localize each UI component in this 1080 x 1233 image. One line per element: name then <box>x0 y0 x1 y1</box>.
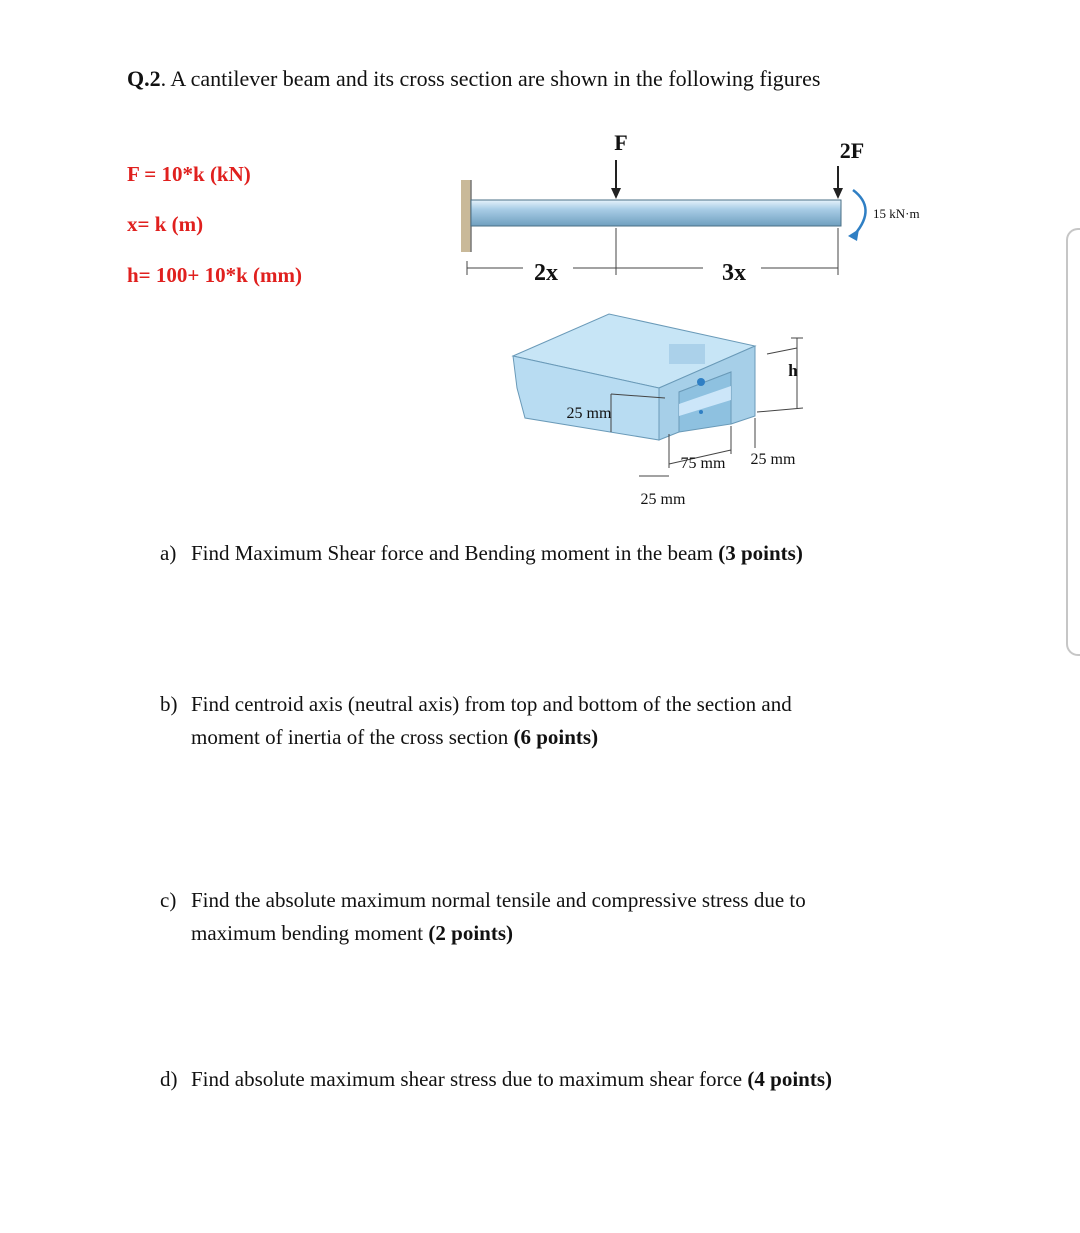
moment-arrow <box>853 190 866 234</box>
part-a-points: (3 points) <box>718 541 803 565</box>
part-b-points: (6 points) <box>513 725 599 749</box>
question-title <box>127 66 820 92</box>
question-text: . A cantilever beam and its cross section are shown in the following figures <box>160 66 821 91</box>
load-2f-label: 2F <box>839 138 865 163</box>
given-height: h= 100+ 10*k (mm) <box>127 263 303 287</box>
beam-body <box>471 200 841 226</box>
beam-figure <box>455 128 950 298</box>
given-force: F = 10*k (kN) <box>127 162 251 186</box>
dim-flange-label: 25 mm <box>566 405 612 422</box>
dim-right-web-label: 25 mm <box>750 451 796 468</box>
part-c <box>160 884 955 950</box>
part-b-text-2: moment of inertia of the cross section <box>191 725 514 749</box>
dim-left-web-label: 25 mm <box>640 491 686 508</box>
part-c-points: (2 points) <box>428 921 513 945</box>
given-length: x= k (m) <box>127 212 204 236</box>
part-a-text: Find Maximum Shear force and Bending moment in the beam <box>191 541 719 565</box>
part-b <box>160 688 953 754</box>
side-scroll-panel[interactable] <box>1066 228 1080 656</box>
part-b-label: b) <box>160 692 178 716</box>
part-d-label: d) <box>160 1067 178 1091</box>
part-d-points: (4 points) <box>747 1067 832 1091</box>
part-c-label: c) <box>160 888 177 912</box>
load-f-label: F <box>614 130 628 155</box>
cross-section-figure <box>505 308 825 518</box>
dim-slot-label: 75 mm <box>680 455 726 472</box>
span-right-label: 3x <box>722 260 746 286</box>
question-number: Q.2 <box>127 66 161 91</box>
part-b-text: Find centroid axis (neutral axis) from top and bottom of the section and <box>191 692 792 716</box>
moment-label: 15 kN·m <box>873 206 920 221</box>
wall-support <box>461 180 471 252</box>
part-a-label: a) <box>160 541 177 565</box>
part-d-text: Find absolute maximum shear stress due to maximum shear force <box>191 1067 748 1091</box>
part-c-text: Find the absolute maximum normal tensile and compressive stress due to <box>191 888 806 912</box>
span-left-label: 2x <box>534 260 558 286</box>
dim-h-label: h <box>788 361 798 380</box>
part-a <box>160 537 950 570</box>
part-c-text-2: maximum bending moment <box>191 921 429 945</box>
part-d <box>160 1063 960 1096</box>
